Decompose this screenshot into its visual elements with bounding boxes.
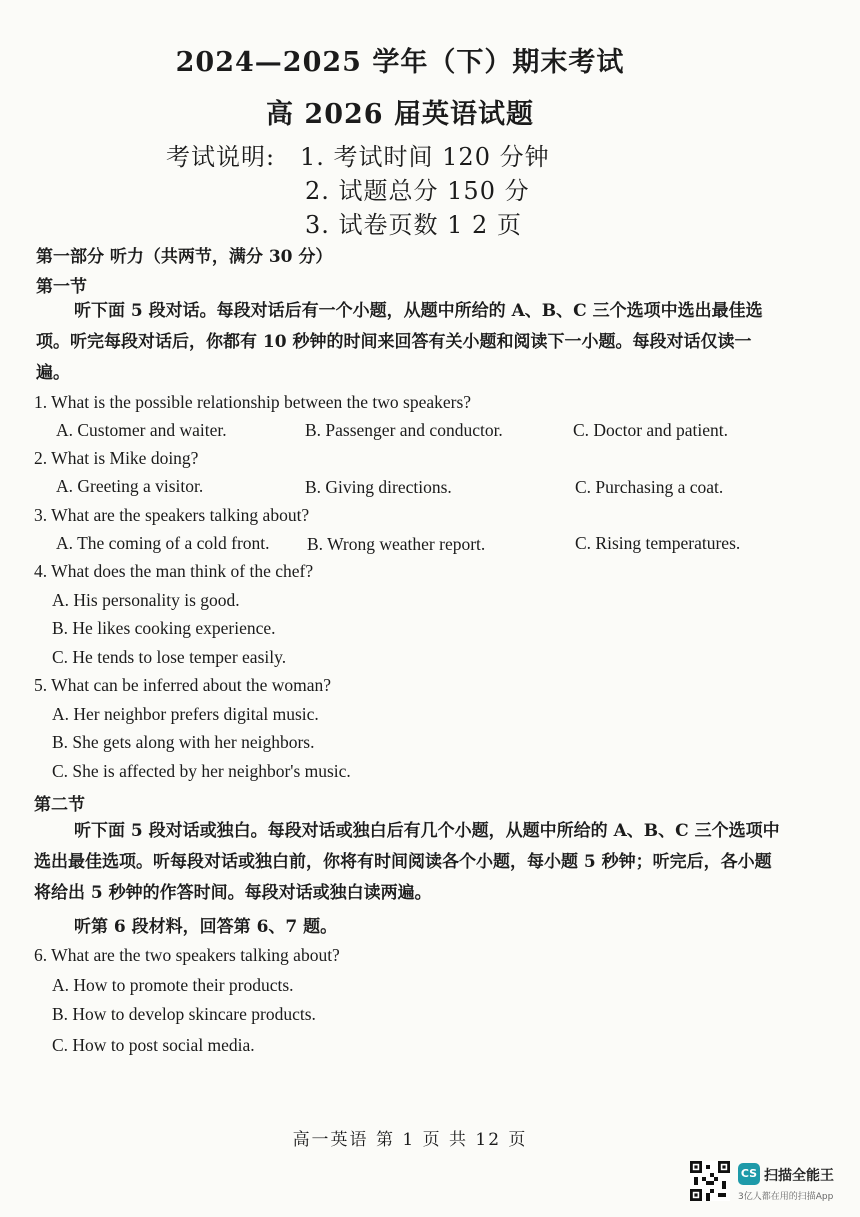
option-a: A. Greeting a visitor. xyxy=(56,476,204,496)
page-footer: 高一英语 第 1 页 共 12 页 xyxy=(292,1130,528,1150)
exam-title: 2024—2025 学年（下）期末考试 xyxy=(175,47,625,78)
option-a: A. The coming of a cold front. xyxy=(56,533,270,553)
option-b: B. Passenger and conductor. xyxy=(305,420,503,440)
exam-note-2: 2. 试题总分 150 分 xyxy=(305,177,530,205)
option-c: C. He tends to lose temper easily. xyxy=(52,647,287,667)
material-note: 听第 6 段材料，回答第 6、7 题。 xyxy=(74,917,338,937)
watermark-brand: 扫描全能王 xyxy=(764,1168,834,1184)
question-stem: 5. What can be inferred about the woman? xyxy=(34,675,332,695)
option-a: A. Her neighbor prefers digital music. xyxy=(52,704,319,724)
question-stem: 4. What does the man think of the chef? xyxy=(34,561,314,581)
question-stem: 1. What is the possible relationship between the two speakers? xyxy=(34,392,472,412)
section2-instructions: 听下面 5 段对话或独白。每段对话或独白后有几个小题，从题中所给的 A、B、C 三个选项中选出最佳选项。听每段对话或独白前，你将有时间阅读各个小题，每小题 5 秒钟；听完后，各小题将给出 5 秒钟的作答时间。每段对话或独白读两遍。 xyxy=(34,821,780,903)
exam-subtitle: 高 2026 届英语试题 xyxy=(266,99,534,130)
qr-code-icon xyxy=(690,1161,730,1201)
option-a: A. How to promote their products. xyxy=(52,975,294,995)
section2-label: 第二节 xyxy=(34,795,85,815)
camscanner-logo-icon: CS xyxy=(738,1163,760,1185)
option-c: C. How to post social media. xyxy=(52,1035,255,1055)
option-a: A. Customer and waiter. xyxy=(56,420,227,440)
option-c: C. Purchasing a coat. xyxy=(575,477,724,497)
option-b: B. She gets along with her neighbors. xyxy=(52,732,315,752)
option-b: B. Wrong weather report. xyxy=(307,534,486,554)
option-c: C. Doctor and patient. xyxy=(573,420,729,440)
option-a: A. His personality is good. xyxy=(52,590,240,610)
watermark-slogan: 3亿人都在用的扫描App xyxy=(738,1192,834,1202)
option-c: C. She is affected by her neighbor's music. xyxy=(52,761,351,781)
section1-instructions: 听下面 5 段对话。每段对话后有一个小题，从题中所给的 A、B、C 三个选项中选出最佳选项。听完每段对话后，你都有 10 秒钟的时间来回答有关小题和阅读下一小题。每段对话仅读一遍。 xyxy=(36,301,763,383)
option-c: C. Rising temperatures. xyxy=(575,533,741,553)
option-b: B. Giving directions. xyxy=(305,477,452,497)
part1-heading: 第一部分 听力（共两节，满分 30 分） xyxy=(36,247,333,267)
option-b: B. He likes cooking experience. xyxy=(52,618,276,638)
exam-notes-label: 考试说明: xyxy=(166,143,276,171)
exam-note-3: 3. 试卷页数 1 2 页 xyxy=(305,211,522,239)
question-stem: 6. What are the two speakers talking about? xyxy=(34,945,340,965)
question-stem: 2. What is Mike doing? xyxy=(34,448,199,468)
question-stem: 3. What are the speakers talking about? xyxy=(34,505,310,525)
section1-label: 第一节 xyxy=(36,277,87,297)
option-b: B. How to develop skincare products. xyxy=(52,1004,316,1024)
exam-note-1: 1. 考试时间 120 分钟 xyxy=(300,143,550,171)
